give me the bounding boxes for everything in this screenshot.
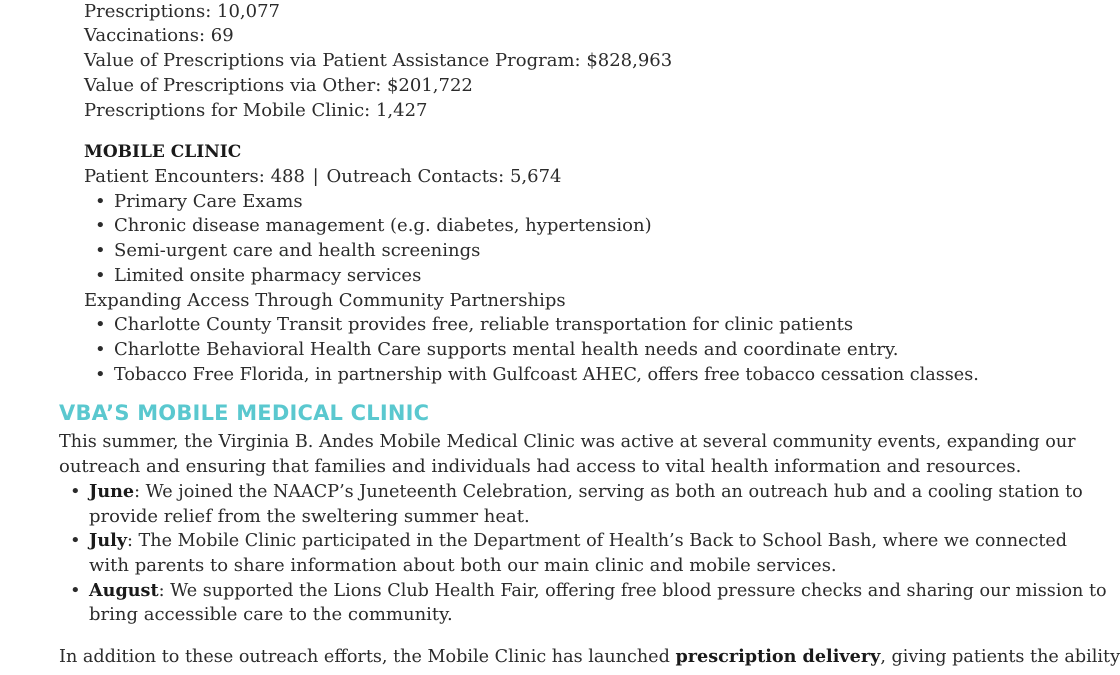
stat-other-value: Value of Prescriptions via Other: $201,722 [84,75,473,96]
mobile-clinic-counts [84,165,562,189]
bullet-icon: • [95,314,106,335]
list-item: Primary Care Exams [114,191,303,212]
bullet-icon: • [70,481,81,502]
bullet-icon: • [95,339,106,360]
closing-text: , giving patients the ability [880,647,1120,667]
event-text: : We supported the Lions Club Health Fair, offering free blood pressure checks and sharing our mission to [158,581,1107,601]
intro-line: outreach and ensuring that families and individuals had access to vital health information and resources. [59,456,1022,477]
event-month: June [89,481,135,502]
event-text: : We joined the NAACP’s Juneteenth Celebration, serving as both an outreach hub and a cooling station to [134,482,1083,502]
stat-prescriptions: Prescriptions: 10,077 [84,1,280,22]
event-item-june [89,480,1083,504]
closing-paragraph [59,645,1120,669]
event-text: bring accessible care to the community. [89,604,453,625]
closing-text: In addition to these outreach efforts, the Mobile Clinic has launched [59,647,676,667]
stat-pap-value: Value of Prescriptions via Patient Assistance Program: $828,963 [84,50,673,71]
event-month: August [89,580,159,601]
outreach-contacts: Outreach Contacts: 5,674 [326,166,562,187]
bullet-icon: • [70,530,81,551]
section-heading: VBA’S MOBILE MEDICAL CLINIC [59,401,430,425]
event-text: provide relief from the sweltering summer heat. [89,506,530,527]
bullet-icon: • [95,215,106,236]
bullet-icon: • [95,191,106,212]
event-item-july [89,529,1067,553]
counts-separator: | [312,166,319,187]
intro-line: This summer, the Virginia B. Andes Mobile Medical Clinic was active at several community events, expanding our [59,432,1076,452]
list-item: Charlotte County Transit provides free, reliable transportation for clinic patients [114,314,854,335]
bullet-icon: • [95,240,106,261]
bullet-icon: • [95,364,106,385]
stat-vaccinations: Vaccinations: 69 [84,25,234,46]
event-text: : The Mobile Clinic participated in the Department of Health’s Back to School Bash, where we connected [127,531,1068,551]
event-item-august [89,579,1107,603]
list-item: Chronic disease management (e.g. diabetes, hypertension) [114,215,652,236]
patient-encounters: Patient Encounters: 488 [84,166,305,187]
list-item: Semi-urgent care and health screenings [114,240,481,261]
stat-mobile-prescriptions: Prescriptions for Mobile Clinic: 1,427 [84,100,428,121]
bullet-icon: • [70,580,81,601]
bullet-icon: • [95,265,106,286]
mobile-clinic-heading: MOBILE CLINIC [84,142,242,162]
event-month: July [89,530,128,551]
list-item: Tobacco Free Florida, in partnership with Gulfcoast AHEC, offers free tobacco cessation classes. [114,365,979,385]
event-text: with parents to share information about both our main clinic and mobile services. [89,555,837,576]
list-item: Limited onsite pharmacy services [114,265,422,286]
partnerships-heading: Expanding Access Through Community Partnerships [84,290,566,311]
closing-emphasis: prescription delivery [675,646,881,667]
list-item: Charlotte Behavioral Health Care supports mental health needs and coordinate entry. [114,339,899,360]
